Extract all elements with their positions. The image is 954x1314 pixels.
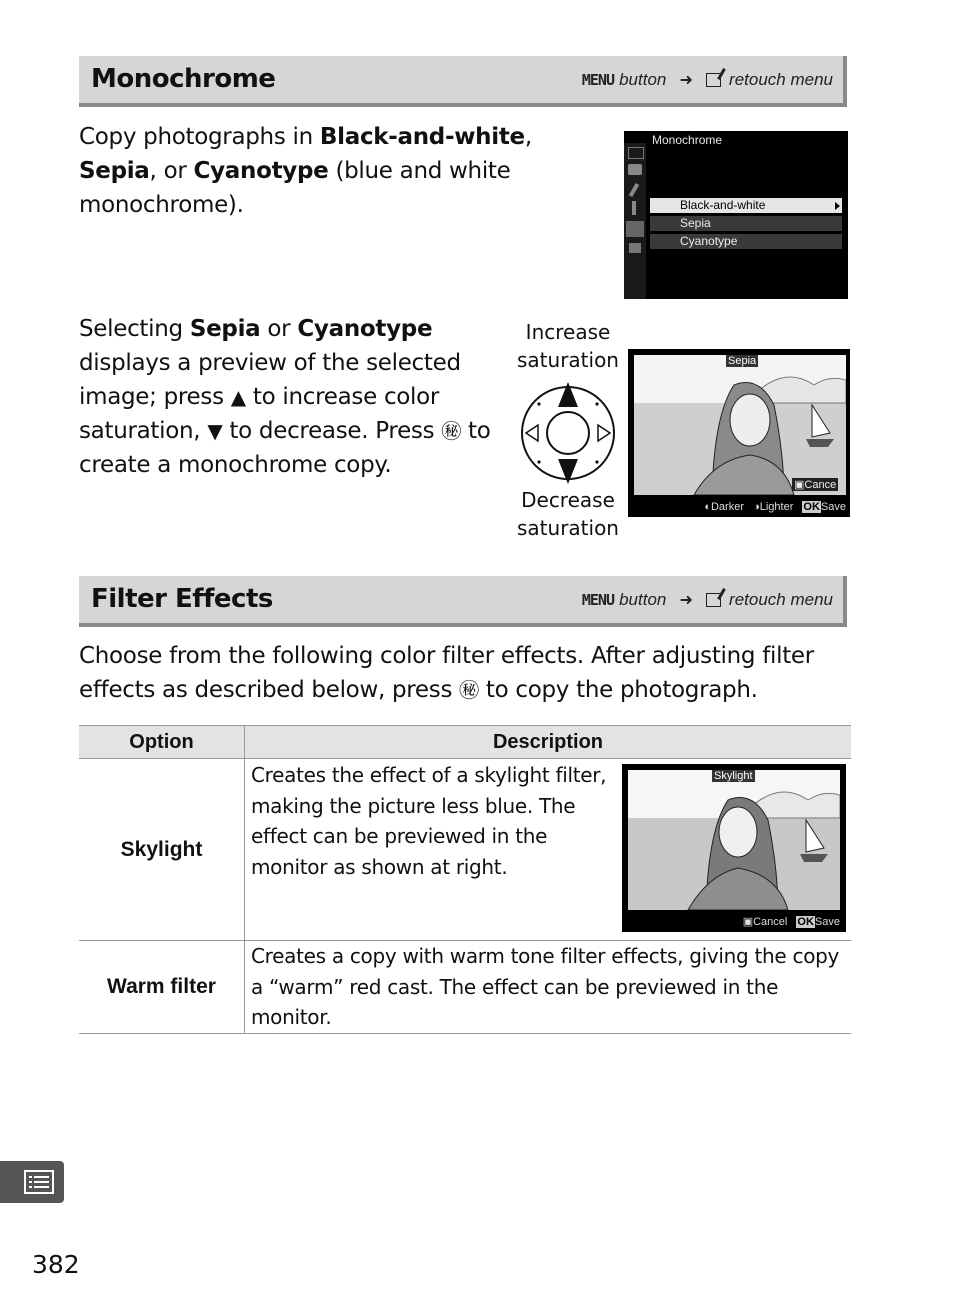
filter-effects-menu-path bbox=[582, 590, 833, 610]
playback-menu-icon bbox=[628, 147, 644, 159]
submenu-arrow-icon bbox=[835, 202, 840, 210]
increase-saturation-label: Increase saturation bbox=[517, 320, 619, 372]
sepia-badge: Sepia bbox=[728, 355, 757, 367]
darker-hint: ◐Darker bbox=[704, 501, 744, 513]
filter-options-table bbox=[79, 725, 851, 1034]
portrait-preview-image bbox=[628, 770, 840, 910]
menu-item-cyanotype[interactable]: Cyanotype bbox=[650, 234, 842, 249]
monochrome-header-bar bbox=[79, 56, 847, 107]
sepia-preview-screen bbox=[628, 349, 850, 517]
filter-effects-header-bar bbox=[79, 576, 847, 627]
arrow-right-icon: ➜ bbox=[679, 590, 693, 609]
skylight-hint-bar bbox=[622, 912, 846, 932]
option-cyanotype: Cyanotype bbox=[193, 158, 329, 184]
retouch-menu-icon bbox=[706, 73, 721, 87]
monochrome-detail: Selecting Sepia or Cyanotype displays a preview of the selected image; press ▲ to increase color saturation, ▼ to decrease. Press ㊙ to create a monochrome copy. bbox=[79, 316, 491, 478]
option-warm-filter: Warm filter bbox=[79, 941, 245, 1034]
monochrome-menu-path bbox=[582, 70, 833, 90]
multi-selector-diagram bbox=[518, 380, 618, 486]
column-header-option: Option bbox=[79, 726, 245, 759]
monochrome-title: Monochrome bbox=[91, 64, 276, 94]
filter-effects-title: Filter Effects bbox=[91, 584, 273, 614]
description-cell bbox=[245, 759, 852, 941]
decrease-saturation-label: Decrease saturation bbox=[517, 488, 619, 540]
menu-button-label: MENU bbox=[581, 71, 614, 89]
column-header-description: Description bbox=[245, 726, 852, 759]
screen-menu-title: Monochrome bbox=[652, 133, 723, 147]
table-header-row bbox=[79, 726, 851, 759]
menu-item-black-and-white[interactable]: Black-and-white bbox=[650, 198, 842, 213]
option-skylight: Skylight bbox=[79, 759, 245, 941]
table-row bbox=[79, 759, 851, 941]
description-skylight: Creates the effect of a skylight filter, making the picture less blue. The effect can be previewed in the monitor as shown at right. bbox=[251, 763, 607, 879]
retouch-menu-label: retouch menu bbox=[729, 70, 833, 89]
up-arrow-icon: ▲ bbox=[230, 385, 246, 409]
button-word: button bbox=[619, 590, 667, 609]
menu-item-sepia[interactable]: Sepia bbox=[650, 216, 842, 231]
save-hint: Save bbox=[814, 916, 840, 928]
lighter-hint: ◑Lighter bbox=[753, 501, 794, 513]
ok-button-icon: ㊙ bbox=[459, 678, 479, 702]
chapter-tab bbox=[0, 1161, 64, 1203]
center-ok-button bbox=[547, 412, 589, 454]
my-menu-icon bbox=[629, 243, 641, 253]
filter-effects-intro: Choose from the following color filter effects. After adjusting filter effects as described below, press ㊙ to copy the photograph. bbox=[79, 643, 814, 703]
portrait-preview-image bbox=[634, 355, 846, 495]
option-black-and-white: Black-and-white bbox=[319, 124, 525, 150]
menu-button-label: MENU bbox=[581, 591, 614, 609]
menu-list-icon bbox=[24, 1170, 54, 1194]
camera-icon bbox=[628, 164, 642, 175]
skylight-badge: Skylight bbox=[714, 770, 753, 782]
arrow-right-icon: ➜ bbox=[679, 70, 693, 89]
monochrome-menu-screen bbox=[624, 131, 848, 299]
retouch-menu-icon bbox=[706, 593, 721, 607]
description-cell bbox=[245, 941, 852, 1034]
cancel-hint: ▣Cance bbox=[794, 479, 837, 491]
description-warm-filter: Creates a copy with warm tone filter effects, giving the copy a “warm” red cast. The effect can be previewed in the monitor. bbox=[251, 944, 840, 1029]
button-word: button bbox=[619, 70, 667, 89]
ok-button-icon: ㊙ bbox=[441, 419, 462, 443]
skylight-preview-screen bbox=[622, 764, 846, 932]
table-row bbox=[79, 941, 851, 1034]
wrench-icon bbox=[632, 201, 636, 215]
preview-hint-bar bbox=[628, 497, 850, 517]
monochrome-intro: Copy photographs in Black-and-white, Sepia, or Cyanotype (blue and white monochrome). bbox=[79, 124, 532, 218]
retouch-menu-label: retouch menu bbox=[729, 590, 833, 609]
ok-badge: OK bbox=[797, 916, 814, 928]
cancel-hint: ▣Cancel bbox=[742, 916, 788, 928]
retouch-tab-icon bbox=[626, 221, 644, 237]
page-number: 382 bbox=[32, 1250, 80, 1279]
screen-menu-list bbox=[648, 196, 844, 256]
ok-badge: OK bbox=[803, 501, 820, 513]
save-hint: Save bbox=[820, 501, 846, 513]
down-arrow-icon: ▼ bbox=[207, 419, 223, 443]
option-sepia: Sepia bbox=[79, 158, 150, 184]
